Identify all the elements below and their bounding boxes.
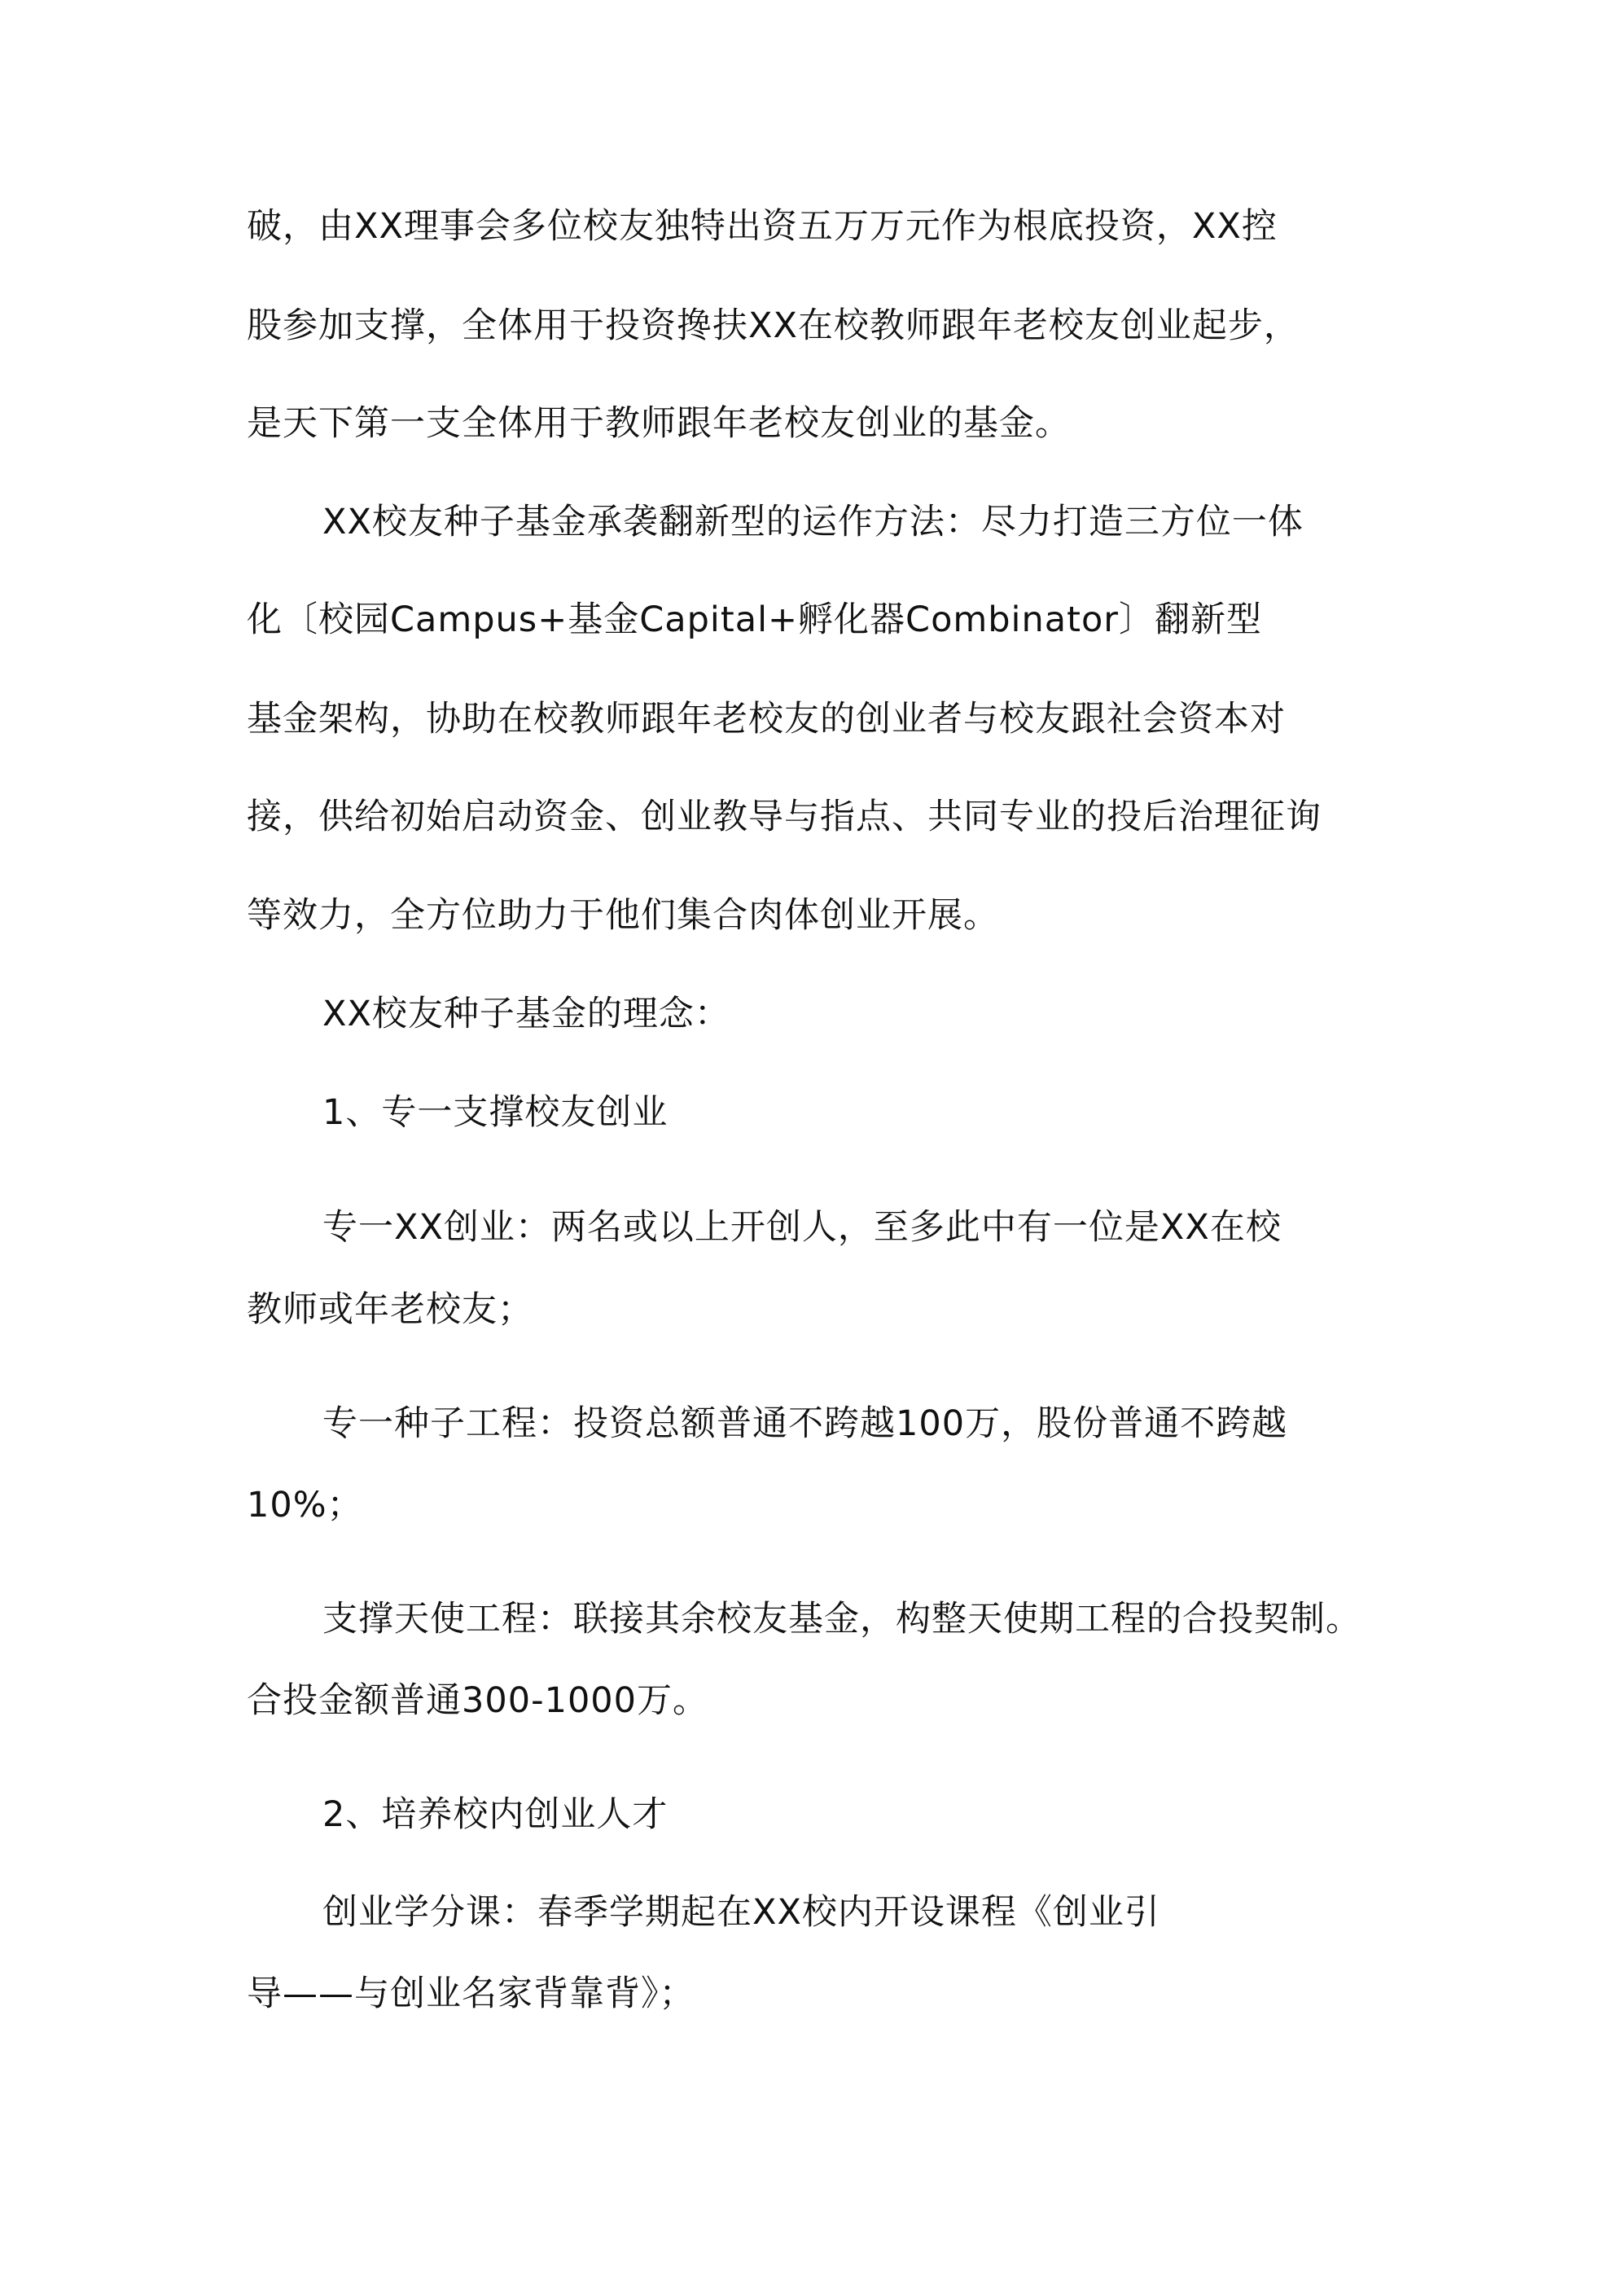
text-line: 化〔校园Campus+基金Capital+孵化器Combinator〕翻新型 xyxy=(247,599,1262,640)
text-line: 基金架构，协助在校教师跟年老校友的创业者与校友跟社会资本对 xyxy=(247,699,1286,740)
text-line: 合投金额普通300-1000万。 xyxy=(247,1680,709,1721)
text-line: 股参加支撑，全体用于投资搀扶XX在校教师跟年老校友创业起步， xyxy=(247,305,1300,346)
text-line: 导——与创业名家背靠背》； xyxy=(247,1973,695,2014)
text-line: XX校友种子基金承袭翻新型的运作方法：尽力打造三方位一体 xyxy=(322,502,1304,542)
section-heading: 1、专一支撑校友创业 xyxy=(322,1092,669,1133)
text-line: 接，供给初始启动资金、创业教导与指点、共同专业的投后治理征询 xyxy=(247,797,1322,837)
text-line: 专一种子工程：投资总额普通不跨越100万，股份普通不跨越 xyxy=(322,1403,1288,1444)
text-line: 破，由XX理事会多位校友独特出资五万万元作为根底投资，XX控 xyxy=(247,206,1278,247)
text-line: 等效力，全方位助力于他们集合肉体创业开展。 xyxy=(247,895,999,936)
text-line: 专一XX创业：两名或以上开创人，至多此中有一位是XX在校 xyxy=(322,1207,1282,1248)
text-line: XX校友种子基金的理念： xyxy=(322,994,730,1034)
text-line: 10%； xyxy=(247,1485,363,1526)
text-line: 是天下第一支全体用于教师跟年老校友创业的基金。 xyxy=(247,403,1071,444)
section-heading: 2、培养校内创业人才 xyxy=(322,1794,669,1835)
text-line: 支撑天使工程：联接其余校友基金，构整天使期工程的合投契制。 xyxy=(322,1599,1361,1640)
text-line: 创业学分课：春季学期起在XX校内开设课程《创业引 xyxy=(322,1892,1160,1933)
text-line: 教师或年老校友； xyxy=(247,1289,533,1330)
